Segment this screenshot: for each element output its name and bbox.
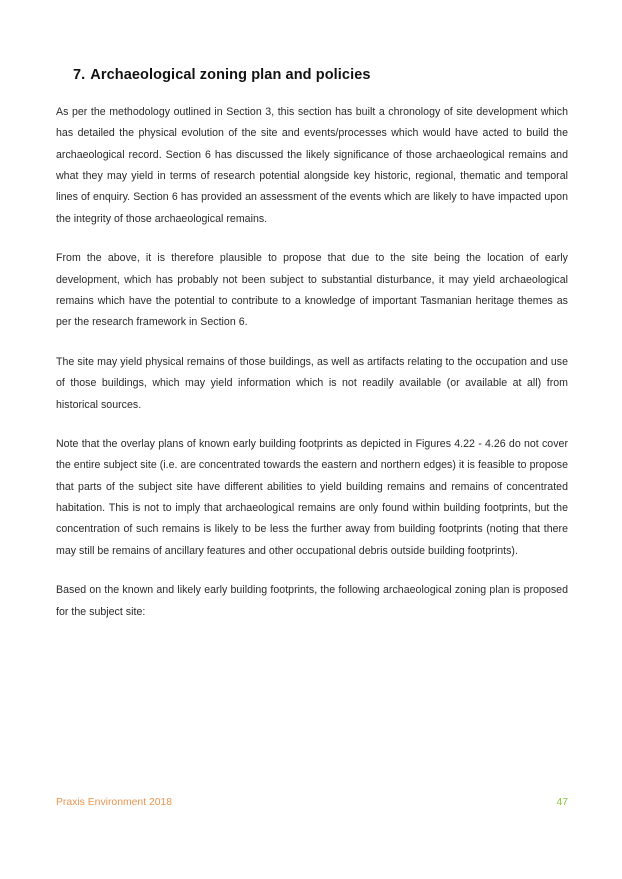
body-paragraph: From the above, it is therefore plausible to propose that due to the site being the location of early development, which has probably not been subject to substantial disturbance, it may yield archaeological remains which have the potential to contribute to a knowledge of important Tasmanian heritage themes as per the research framework in Section 6. bbox=[56, 252, 568, 329]
page-content bbox=[56, 66, 568, 623]
page-footer bbox=[56, 797, 568, 808]
section-heading bbox=[73, 66, 568, 85]
body-paragraph: Based on the known and likely early building footprints, the following archaeological zoning plan is proposed for the subject site: bbox=[56, 584, 568, 618]
footer-organisation: Praxis Environment 2018 bbox=[56, 797, 173, 808]
section-number: 7. bbox=[73, 67, 86, 83]
section-title: Archaeological zoning plan and policies bbox=[90, 67, 371, 83]
body-paragraph: Note that the overlay plans of known early building footprints as depicted in Figures 4.22 - 4.26 do not cover the entire subject site (i.e. are concentrated towards the eastern and northern edges) it is feasible to propose that parts of the subject site have different abilities to yield building remains and remains of concentrated habitation. This is not to imply that archaeological remains are only found within building footprints, but the concentration of such remains is likely to be less the further away from building footprints (noting that there may still be remains of ancillary features and other occupational debris outside building footprints). bbox=[56, 437, 568, 557]
body-paragraph: As per the methodology outlined in Section 3, this section has built a chronology of site development which has detailed the physical evolution of the site and events/processes which would have acted to build the archaeological record. Section 6 has discussed the likely significance of those archaeological remains and what they may yield in terms of research potential alongside key historic, regional, thematic and temporal lines of enquiry. Section 6 has provided an assessment of the events which are likely to have impacted upon the integrity of those archaeological remains. bbox=[56, 105, 568, 225]
body-paragraph: The site may yield physical remains of those buildings, as well as artifacts relating to the occupation and use of those buildings, which may yield information which is not readily available (or available at all) from historical sources. bbox=[56, 355, 568, 411]
footer-page-number: 47 bbox=[556, 797, 568, 808]
